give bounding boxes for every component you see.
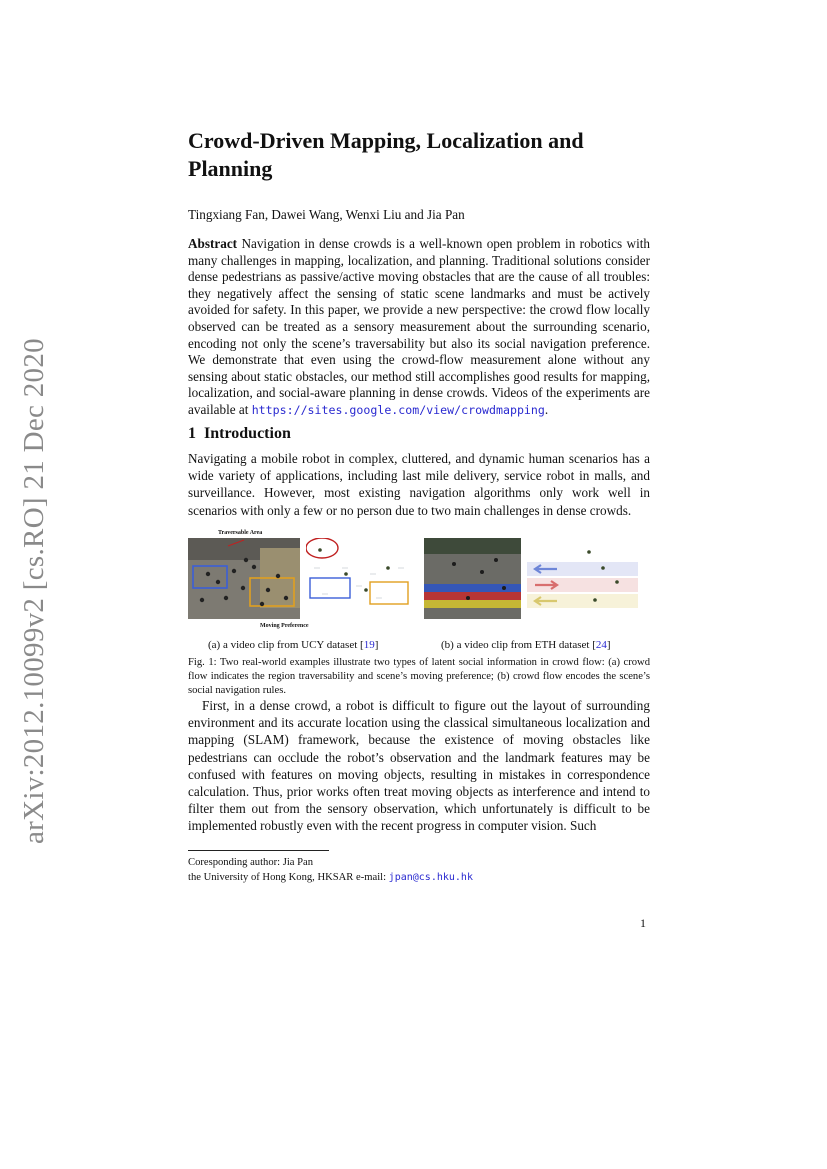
author-email-link[interactable]: jpan@cs.hku.hk xyxy=(388,872,473,883)
subcaption-a-text: (a) a video clip from UCY dataset [ xyxy=(208,639,364,651)
abstract-text: Navigation in dense crowds is a well-known open problem in robotics with many challenges in mapping, localization, and planning. Traditional solutions consider dense pedestrians as passive/active moving obstacles that are the cause of all troubles: they negatively affect the sensing of static scene landmarks and must be actively avoided for safety. In this paper, we provide a new perspective: the crowd flow locally observed can be treated as a sensory measurement about the surrounding scenario, encoding not only the scene’s traversability but also its social navigation preference. We demonstrate that even using the crowd-flow measurement alone without any sensing about static obstacles, our method still accomplishes good results for mapping, localization, and social-aware planning in dense crowds. Videos of the experiments are available at xyxy=(188,236,650,417)
title-line-1: Crowd-Driven Mapping, Localization and xyxy=(188,128,584,153)
footnote-affiliation-text: the University of Hong Kong, HKSAR e-mail: xyxy=(188,872,389,883)
author-list: Tingxiang Fan, Dawei Wang, Wenxi Liu and Jia Pan xyxy=(188,207,465,222)
ucy-flow-field xyxy=(306,538,412,619)
intro-paragraph-1: Navigating a mobile robot in complex, cluttered, and dynamic human scenarios has a wide variety of applications, including last mile delivery, service robot in malls, and surveillance. However, most existing navigation algorithms only work well in scenarios with only a few or no person due to two main challenges in dense crowds. xyxy=(188,451,650,518)
figure-caption: Fig. 1: Two real-world examples illustrate two types of latent social information in crowd flow: (a) crowd flow indicates the region traversability and scene’s moving preference; (b) crowd flow encodes the scene’s social navigation rules. xyxy=(188,657,650,696)
subcaption-b xyxy=(441,639,611,651)
eth-flow-field xyxy=(527,538,638,619)
subcaption-b-close: ] xyxy=(606,639,611,651)
eth-photo xyxy=(424,538,521,619)
footnote-affiliation xyxy=(188,870,650,886)
video-link[interactable]: https://sites.google.com/view/crowdmapping xyxy=(251,402,545,417)
footnote-rule xyxy=(188,850,329,851)
abstract-label: Abstract xyxy=(188,236,238,251)
section-number: 1 xyxy=(188,425,196,442)
paper-title xyxy=(188,127,650,183)
traversable-area-label: Traversable Area xyxy=(218,530,263,536)
abstract xyxy=(188,236,650,419)
section-heading xyxy=(188,425,650,443)
title-line-2: Planning xyxy=(188,156,273,181)
section-title: Introduction xyxy=(204,425,291,442)
footnote-corresponding: Coresponding author: Jia Pan xyxy=(188,857,314,868)
subcaption-a-close: ] xyxy=(374,639,379,651)
intro-paragraph-2: First, in a dense crowd, a robot is difficult to figure out the layout of surrounding environment and its accurate location using the classical simultaneous localization and mapping (SLAM) framework, because the existence of moving obstacles like pedestrians can occlude the robot’s observation and the landmark features may be confused with features on moving objects, resulting in mistakes in correspondence calculation. Thus, prior works often treat moving objects as interference and intend to filter them out from the sensory observation, which unfortunately is difficult to be implemented robustly even with the recent progress in computer vision. Such xyxy=(188,698,650,834)
arxiv-stamp: arXiv:2012.10099v2 [cs.RO] 21 Dec 2020 xyxy=(18,338,50,844)
moving-preference-label: Moving Preference xyxy=(260,623,309,629)
ucy-photo xyxy=(188,538,300,619)
citation-24[interactable]: 24 xyxy=(595,639,607,651)
subcaption-a xyxy=(208,639,378,651)
citation-19[interactable]: 19 xyxy=(363,639,375,651)
subcaption-b-text: (b) a video clip from ETH dataset [ xyxy=(441,639,596,651)
abstract-end: . xyxy=(544,401,549,417)
page-number: 1 xyxy=(640,916,646,930)
figure-1 xyxy=(188,530,650,630)
